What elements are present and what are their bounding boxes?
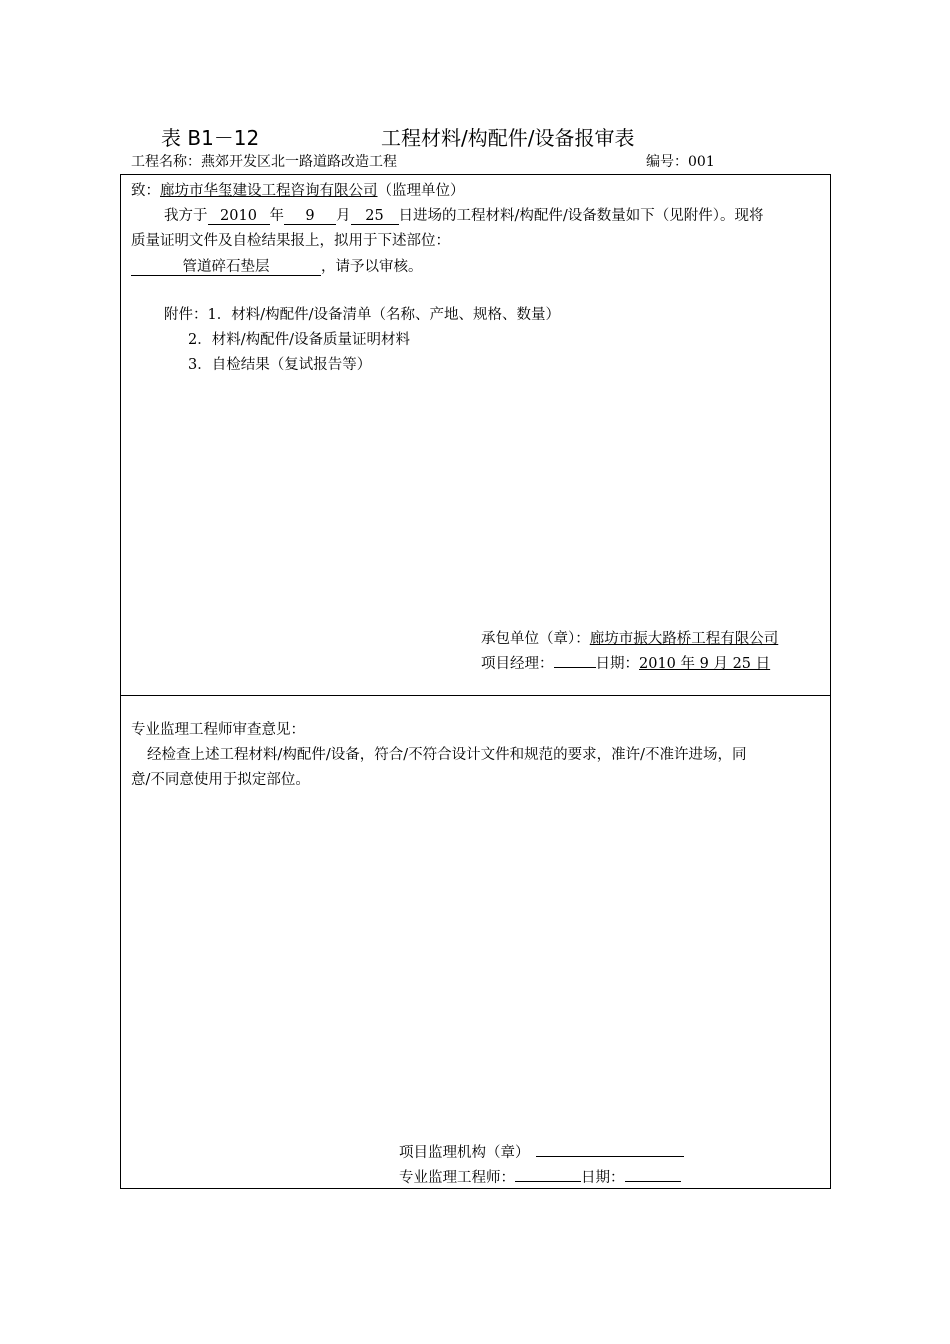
usage-location: 管道碎石垫层 <box>131 259 321 276</box>
opinion-text-line2: 意/不同意使用于拟定部位。 <box>131 772 310 788</box>
form-title: 工程材料/构配件/设备报审表 <box>381 126 635 150</box>
org-seal-blank <box>536 1142 684 1157</box>
supervision-org-row <box>399 1141 684 1162</box>
submission-section <box>120 174 831 696</box>
location-suffix: ，请予以审核。 <box>321 259 423 275</box>
attachment-item: 2．材料/构配件/设备质量证明材料 <box>188 332 410 348</box>
manager-label: 项目经理： <box>481 656 554 672</box>
review-date-label: 日期： <box>581 1170 625 1186</box>
intro-text: 我方于 <box>164 208 208 224</box>
opinion-label: 专业监理工程师审查意见： <box>131 722 305 738</box>
month-unit: 月 <box>336 208 351 224</box>
description-line2: 质量证明文件及自检结果报上，拟用于下述部位： <box>131 233 450 249</box>
entry-month: 9 <box>284 208 336 225</box>
entry-description: 日进场的工程材料/构配件/设备数量如下（见附件）。现将 <box>398 208 764 224</box>
form-code: 表 B1－12 <box>161 126 260 150</box>
review-section <box>120 695 831 1189</box>
manager-row <box>481 652 770 673</box>
contractor-row <box>481 627 778 648</box>
attachments-label: 附件： <box>164 307 208 323</box>
manager-signature-blank <box>554 653 596 668</box>
contractor-unit: 廊坊市振大路桥工程有限公司 <box>589 631 779 647</box>
serial-row <box>646 151 715 171</box>
attachment-row-1 <box>164 303 560 324</box>
entry-date-row <box>164 204 764 225</box>
addressee-row <box>131 179 465 200</box>
project-name-row <box>131 151 397 171</box>
location-row <box>131 255 423 276</box>
to-label: 致： <box>131 183 160 199</box>
engineer-row <box>399 1166 681 1187</box>
engineer-label: 专业监理工程师： <box>399 1170 515 1186</box>
attachment-item: 1．材料/构配件/设备清单（名称、产地、规格、数量） <box>207 307 560 323</box>
entry-year: 2010 <box>208 208 270 225</box>
opinion-text-line1: 经检查上述工程材料/构配件/设备，符合/不符合设计文件和规范的要求，准许/不准许进场，同 <box>147 747 747 763</box>
review-date-blank <box>625 1167 681 1182</box>
contractor-label: 承包单位（章）： <box>481 631 590 647</box>
supervisor-suffix: （监理单位） <box>377 183 465 199</box>
year-unit: 年 <box>269 208 284 224</box>
submission-date: 2010 年 9 月 25 日 <box>639 656 771 672</box>
supervision-org-label: 项目监理机构（章） <box>399 1145 530 1161</box>
serial-label: 编号： <box>646 154 688 170</box>
supervisor-unit: 廊坊市华玺建设工程咨询有限公司 <box>160 183 378 199</box>
date-label: 日期： <box>595 656 639 672</box>
project-name: 燕郊开发区北一路道路改造工程 <box>201 154 397 170</box>
project-name-label: 工程名称： <box>131 154 201 170</box>
engineer-signature-blank <box>515 1167 581 1182</box>
attachment-item: 3．自检结果（复试报告等） <box>188 357 372 373</box>
serial-number: 001 <box>688 154 715 170</box>
entry-day: 25 <box>351 208 399 225</box>
